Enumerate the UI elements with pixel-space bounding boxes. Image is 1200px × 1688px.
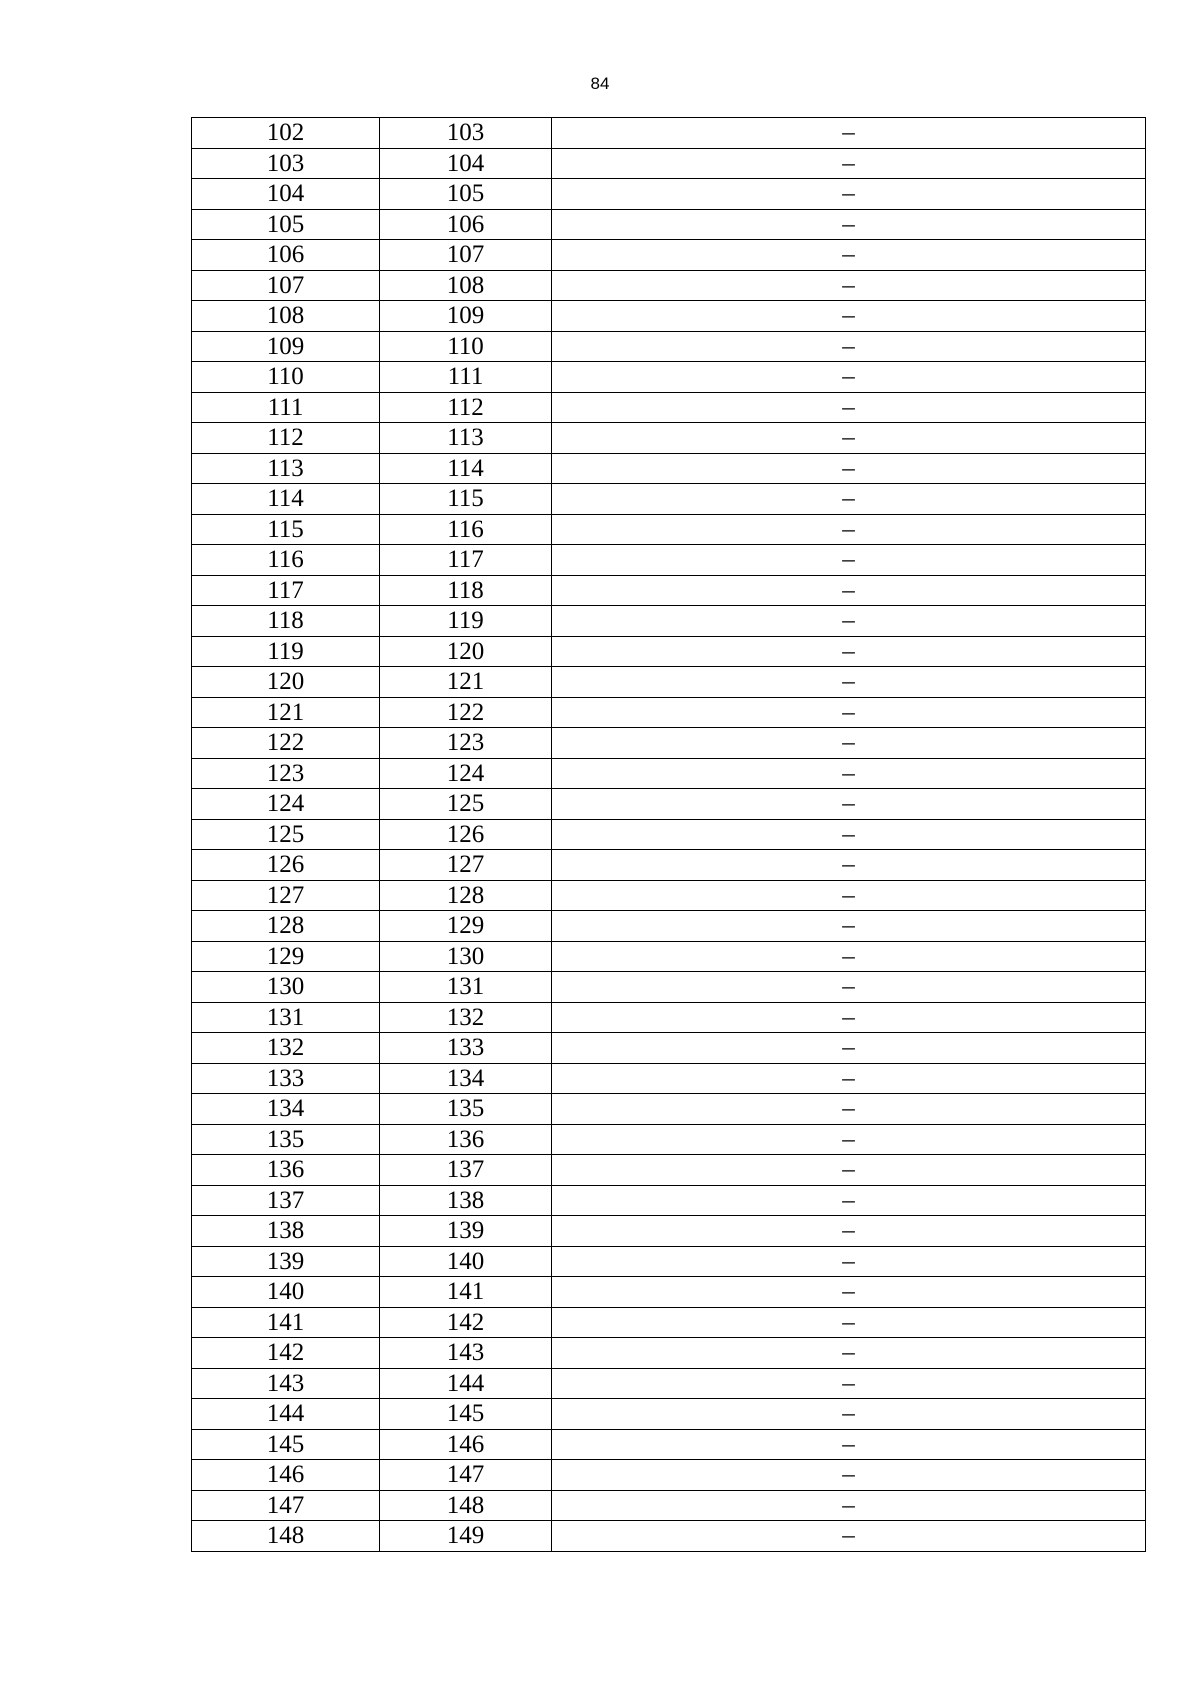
table-row (192, 850, 1146, 881)
table-cell-col2: 148 (380, 1490, 552, 1521)
table-cell-col1: 144 (192, 1399, 380, 1430)
table-cell-col1: 131 (192, 1002, 380, 1033)
table-cell-col3: – (552, 179, 1146, 210)
table-cell-col1: 137 (192, 1185, 380, 1216)
table-cell-col2: 111 (380, 362, 552, 393)
table-cell-col1: 106 (192, 240, 380, 271)
table-cell-col3: – (552, 1155, 1146, 1186)
table-cell-col3: – (552, 941, 1146, 972)
table-cell-col2: 104 (380, 148, 552, 179)
table-cell-col3: – (552, 667, 1146, 698)
table-cell-col2: 149 (380, 1521, 552, 1552)
table-row (192, 1033, 1146, 1064)
table-cell-col2: 143 (380, 1338, 552, 1369)
table-cell-col3: – (552, 148, 1146, 179)
table-cell-col2: 103 (380, 118, 552, 149)
table-cell-col1: 135 (192, 1124, 380, 1155)
table-cell-col1: 132 (192, 1033, 380, 1064)
table-cell-col2: 121 (380, 667, 552, 698)
table-cell-col3: – (552, 484, 1146, 515)
table-cell-col2: 147 (380, 1460, 552, 1491)
table-cell-col2: 134 (380, 1063, 552, 1094)
table-row (192, 789, 1146, 820)
table-row (192, 301, 1146, 332)
table-cell-col3: – (552, 1002, 1146, 1033)
table-cell-col2: 146 (380, 1429, 552, 1460)
table-cell-col3: – (552, 1277, 1146, 1308)
table-cell-col2: 128 (380, 880, 552, 911)
table-row (192, 1429, 1146, 1460)
table-cell-col2: 117 (380, 545, 552, 576)
table-cell-col2: 132 (380, 1002, 552, 1033)
table-cell-col3: – (552, 850, 1146, 881)
table-cell-col3: – (552, 1307, 1146, 1338)
table-cell-col2: 105 (380, 179, 552, 210)
table-row (192, 209, 1146, 240)
table-cell-col1: 143 (192, 1368, 380, 1399)
table-cell-col2: 119 (380, 606, 552, 637)
table-row (192, 1002, 1146, 1033)
table-cell-col3: – (552, 911, 1146, 942)
table-cell-col3: – (552, 1216, 1146, 1247)
table-cell-col1: 148 (192, 1521, 380, 1552)
table-cell-col3: – (552, 1063, 1146, 1094)
table-row (192, 819, 1146, 850)
table-cell-col3: – (552, 1094, 1146, 1125)
table-cell-col2: 114 (380, 453, 552, 484)
table-cell-col3: – (552, 575, 1146, 606)
table-row (192, 270, 1146, 301)
table-cell-col3: – (552, 1490, 1146, 1521)
table-cell-col1: 104 (192, 179, 380, 210)
table-cell-col3: – (552, 1521, 1146, 1552)
table-cell-col2: 141 (380, 1277, 552, 1308)
table-cell-col3: – (552, 606, 1146, 637)
table-row (192, 362, 1146, 393)
table-row (192, 941, 1146, 972)
table-cell-col2: 113 (380, 423, 552, 454)
table-cell-col3: – (552, 728, 1146, 759)
table-row (192, 575, 1146, 606)
table-cell-col1: 109 (192, 331, 380, 362)
table-cell-col2: 127 (380, 850, 552, 881)
table-cell-col2: 124 (380, 758, 552, 789)
page-number: 84 (590, 74, 610, 93)
table-cell-col3: – (552, 240, 1146, 271)
table-cell-col2: 107 (380, 240, 552, 271)
table-cell-col1: 138 (192, 1216, 380, 1247)
table-cell-col1: 111 (192, 392, 380, 423)
table-row (192, 1063, 1146, 1094)
table-cell-col3: – (552, 392, 1146, 423)
table-row (192, 148, 1146, 179)
table-row (192, 667, 1146, 698)
table-cell-col1: 141 (192, 1307, 380, 1338)
table-cell-col3: – (552, 301, 1146, 332)
table-row (192, 423, 1146, 454)
table-cell-col3: – (552, 819, 1146, 850)
table-cell-col3: – (552, 880, 1146, 911)
table-cell-col1: 108 (192, 301, 380, 332)
table-row (192, 1277, 1146, 1308)
table-cell-col1: 114 (192, 484, 380, 515)
table-row (192, 911, 1146, 942)
table-row (192, 1490, 1146, 1521)
table-row (192, 453, 1146, 484)
table-cell-col1: 136 (192, 1155, 380, 1186)
table-cell-col1: 121 (192, 697, 380, 728)
table-cell-col1: 147 (192, 1490, 380, 1521)
table-row (192, 697, 1146, 728)
table-row (192, 880, 1146, 911)
table-row (192, 758, 1146, 789)
table-cell-col2: 133 (380, 1033, 552, 1064)
table-cell-col1: 117 (192, 575, 380, 606)
table-cell-col2: 125 (380, 789, 552, 820)
table-cell-col3: – (552, 270, 1146, 301)
table-row (192, 636, 1146, 667)
table-cell-col2: 116 (380, 514, 552, 545)
data-table (191, 117, 1146, 1552)
table-row (192, 1338, 1146, 1369)
table-cell-col1: 134 (192, 1094, 380, 1125)
table-cell-col2: 118 (380, 575, 552, 606)
table-cell-col1: 122 (192, 728, 380, 759)
table-cell-col2: 135 (380, 1094, 552, 1125)
table-row (192, 1368, 1146, 1399)
table-cell-col3: – (552, 1246, 1146, 1277)
table-cell-col2: 109 (380, 301, 552, 332)
table-cell-col2: 120 (380, 636, 552, 667)
table-row (192, 1460, 1146, 1491)
table-cell-col1: 133 (192, 1063, 380, 1094)
table-cell-col3: – (552, 1460, 1146, 1491)
table-cell-col2: 140 (380, 1246, 552, 1277)
table-row (192, 1521, 1146, 1552)
table-cell-col2: 130 (380, 941, 552, 972)
table-cell-col1: 126 (192, 850, 380, 881)
table-row (192, 1094, 1146, 1125)
table-row (192, 240, 1146, 271)
table-row (192, 392, 1146, 423)
table-cell-col2: 115 (380, 484, 552, 515)
table-row (192, 484, 1146, 515)
table-cell-col1: 119 (192, 636, 380, 667)
table-cell-col1: 127 (192, 880, 380, 911)
table-cell-col1: 103 (192, 148, 380, 179)
table-cell-col2: 137 (380, 1155, 552, 1186)
table-cell-col3: – (552, 1429, 1146, 1460)
table-cell-col1: 146 (192, 1460, 380, 1491)
table-cell-col3: – (552, 423, 1146, 454)
table-row (192, 1399, 1146, 1430)
table-row (192, 1307, 1146, 1338)
table-row (192, 1155, 1146, 1186)
table-cell-col2: 131 (380, 972, 552, 1003)
table-cell-col2: 139 (380, 1216, 552, 1247)
table-row (192, 1124, 1146, 1155)
table-cell-col3: – (552, 1399, 1146, 1430)
table-cell-col1: 113 (192, 453, 380, 484)
table-cell-col2: 138 (380, 1185, 552, 1216)
table-body (192, 118, 1146, 1552)
table-cell-col2: 144 (380, 1368, 552, 1399)
table-cell-col2: 136 (380, 1124, 552, 1155)
table-cell-col1: 128 (192, 911, 380, 942)
table-cell-col1: 118 (192, 606, 380, 637)
table-cell-col3: – (552, 636, 1146, 667)
table-cell-col3: – (552, 453, 1146, 484)
table-row (192, 1246, 1146, 1277)
table-cell-col2: 126 (380, 819, 552, 850)
table-cell-col3: – (552, 118, 1146, 149)
table-cell-col1: 130 (192, 972, 380, 1003)
table-row (192, 1185, 1146, 1216)
table-cell-col1: 140 (192, 1277, 380, 1308)
table-cell-col1: 124 (192, 789, 380, 820)
table-cell-col3: – (552, 545, 1146, 576)
table-cell-col3: – (552, 1338, 1146, 1369)
table-cell-col3: – (552, 972, 1146, 1003)
table-cell-col1: 139 (192, 1246, 380, 1277)
table-cell-col1: 107 (192, 270, 380, 301)
table-cell-col2: 129 (380, 911, 552, 942)
table-row (192, 331, 1146, 362)
table-cell-col3: – (552, 209, 1146, 240)
table-cell-col1: 102 (192, 118, 380, 149)
table-cell-col1: 120 (192, 667, 380, 698)
table-cell-col2: 112 (380, 392, 552, 423)
table-cell-col2: 106 (380, 209, 552, 240)
table-row (192, 118, 1146, 149)
table-row (192, 728, 1146, 759)
table-cell-col3: – (552, 1124, 1146, 1155)
table-row (192, 606, 1146, 637)
table-cell-col2: 108 (380, 270, 552, 301)
table-row (192, 972, 1146, 1003)
table-cell-col3: – (552, 331, 1146, 362)
table-cell-col3: – (552, 758, 1146, 789)
table-cell-col2: 122 (380, 697, 552, 728)
table-cell-col1: 142 (192, 1338, 380, 1369)
table-cell-col1: 115 (192, 514, 380, 545)
table-cell-col1: 110 (192, 362, 380, 393)
table-cell-col1: 145 (192, 1429, 380, 1460)
table-row (192, 179, 1146, 210)
table-cell-col3: – (552, 789, 1146, 820)
table-cell-col3: – (552, 697, 1146, 728)
table-cell-col1: 105 (192, 209, 380, 240)
table-cell-col3: – (552, 1368, 1146, 1399)
table-cell-col2: 142 (380, 1307, 552, 1338)
table-cell-col1: 125 (192, 819, 380, 850)
table-row (192, 514, 1146, 545)
table-cell-col3: – (552, 1185, 1146, 1216)
table-cell-col2: 110 (380, 331, 552, 362)
table-cell-col3: – (552, 514, 1146, 545)
table-cell-col1: 116 (192, 545, 380, 576)
table-cell-col2: 123 (380, 728, 552, 759)
table-row (192, 545, 1146, 576)
table-cell-col1: 112 (192, 423, 380, 454)
table-cell-col3: – (552, 362, 1146, 393)
table-cell-col1: 129 (192, 941, 380, 972)
table-cell-col1: 123 (192, 758, 380, 789)
table-cell-col2: 145 (380, 1399, 552, 1430)
table-row (192, 1216, 1146, 1247)
table-cell-col3: – (552, 1033, 1146, 1064)
